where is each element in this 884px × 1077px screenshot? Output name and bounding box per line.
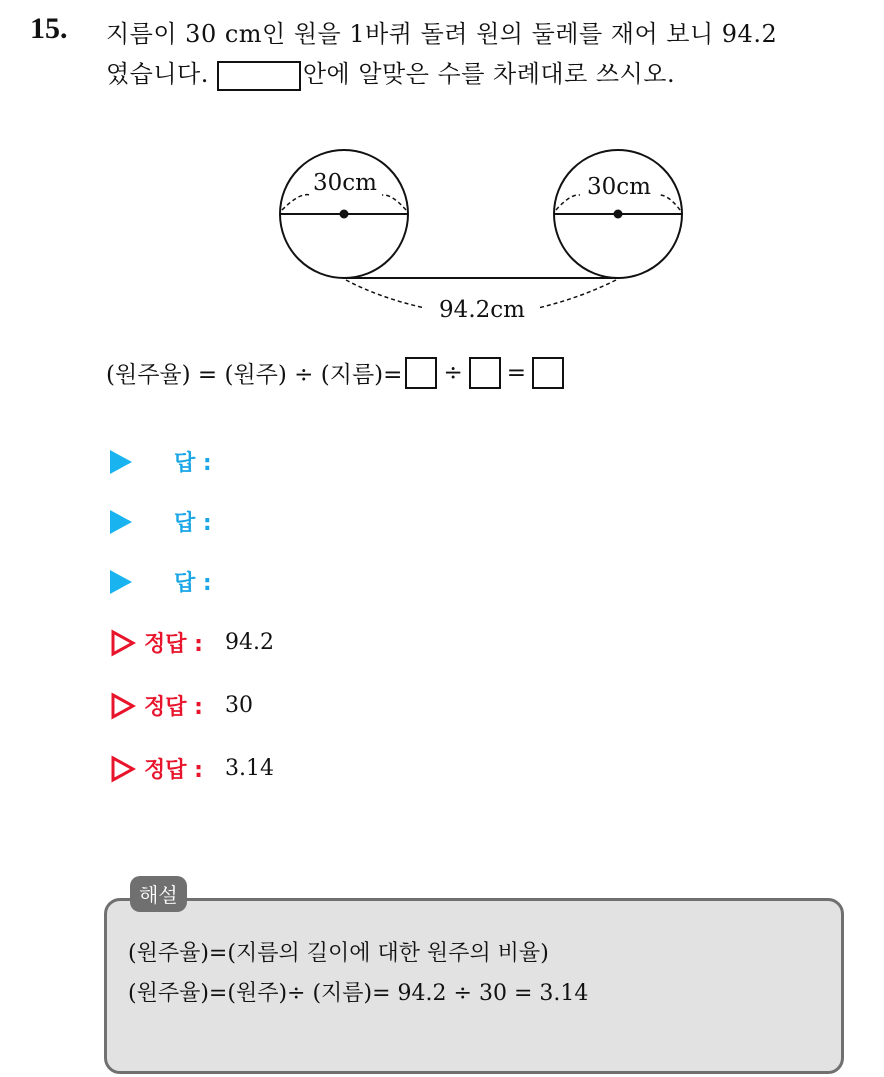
bottom-dash-left — [346, 280, 425, 308]
right-label-dash-left — [556, 195, 580, 210]
correct-answer-label: 정답 : — [144, 695, 203, 720]
bottom-dash-right — [538, 280, 616, 308]
answer-label: 답 : — [174, 571, 212, 596]
question-text-line1: 지름이 30 cm인 원을 1바퀴 돌려 원의 둘레를 재어 보니 94.2 — [106, 20, 778, 48]
answer-row-3 — [110, 566, 212, 597]
answer-arrow-icon — [110, 450, 132, 474]
pi-formula — [106, 356, 567, 389]
right-center-dot — [614, 210, 623, 219]
circle-rolling-figure — [270, 140, 700, 330]
correct-arrow-outline-icon — [110, 755, 136, 783]
answer-row-2 — [110, 506, 212, 537]
correct-answer-value: 3.14 — [224, 756, 274, 781]
question-text-line2-before: 였습니다. — [106, 60, 209, 88]
answer-arrow-icon — [110, 570, 132, 594]
explanation-line1: (원주율)=(지름의 길이에 대한 원주의 비율) — [128, 941, 549, 966]
correct-answer-row-2 — [110, 690, 253, 721]
correct-answer-value: 30 — [224, 693, 253, 718]
circumference-label: 94.2cm — [439, 297, 525, 323]
left-diameter-label: 30cm — [313, 170, 377, 196]
pi-formula-text: (원주율) = (원주) ÷ (지름)= — [106, 362, 403, 388]
formula-blank-3 — [532, 357, 564, 389]
answer-row-1 — [110, 446, 212, 477]
correct-arrow-outline-icon — [110, 629, 136, 657]
correct-answer-label: 정답 : — [144, 758, 203, 783]
left-label-dash-left — [282, 195, 310, 210]
correct-answer-label: 정답 : — [144, 632, 203, 657]
equals-sign: = — [506, 359, 526, 386]
answer-blank-box — [217, 61, 301, 91]
answer-arrow-icon — [110, 510, 132, 534]
explanation-tag: 해설 — [130, 876, 187, 912]
correct-arrow-outline-icon — [110, 692, 136, 720]
left-label-dash-right — [382, 195, 406, 210]
correct-answer-row-3 — [110, 753, 274, 784]
explanation-line2: (원주율)=(원주)÷ (지름)= 94.2 ÷ 30 = 3.14 — [128, 981, 589, 1006]
left-center-dot — [340, 210, 349, 219]
right-diameter-label: 30cm — [587, 174, 651, 200]
question-number: 15. — [30, 12, 68, 45]
answer-label: 답 : — [174, 511, 212, 536]
formula-blank-2 — [469, 357, 501, 389]
correct-answer-row-1 — [110, 627, 274, 658]
question-text-line2 — [106, 54, 675, 91]
divide-sign: ÷ — [443, 359, 463, 386]
question-text-line2-after: 안에 알맞은 수를 차례대로 쓰시오. — [302, 60, 676, 88]
right-label-dash-right — [658, 195, 680, 210]
answer-label: 답 : — [174, 451, 212, 476]
correct-answer-value: 94.2 — [224, 630, 274, 655]
formula-blank-1 — [405, 357, 437, 389]
